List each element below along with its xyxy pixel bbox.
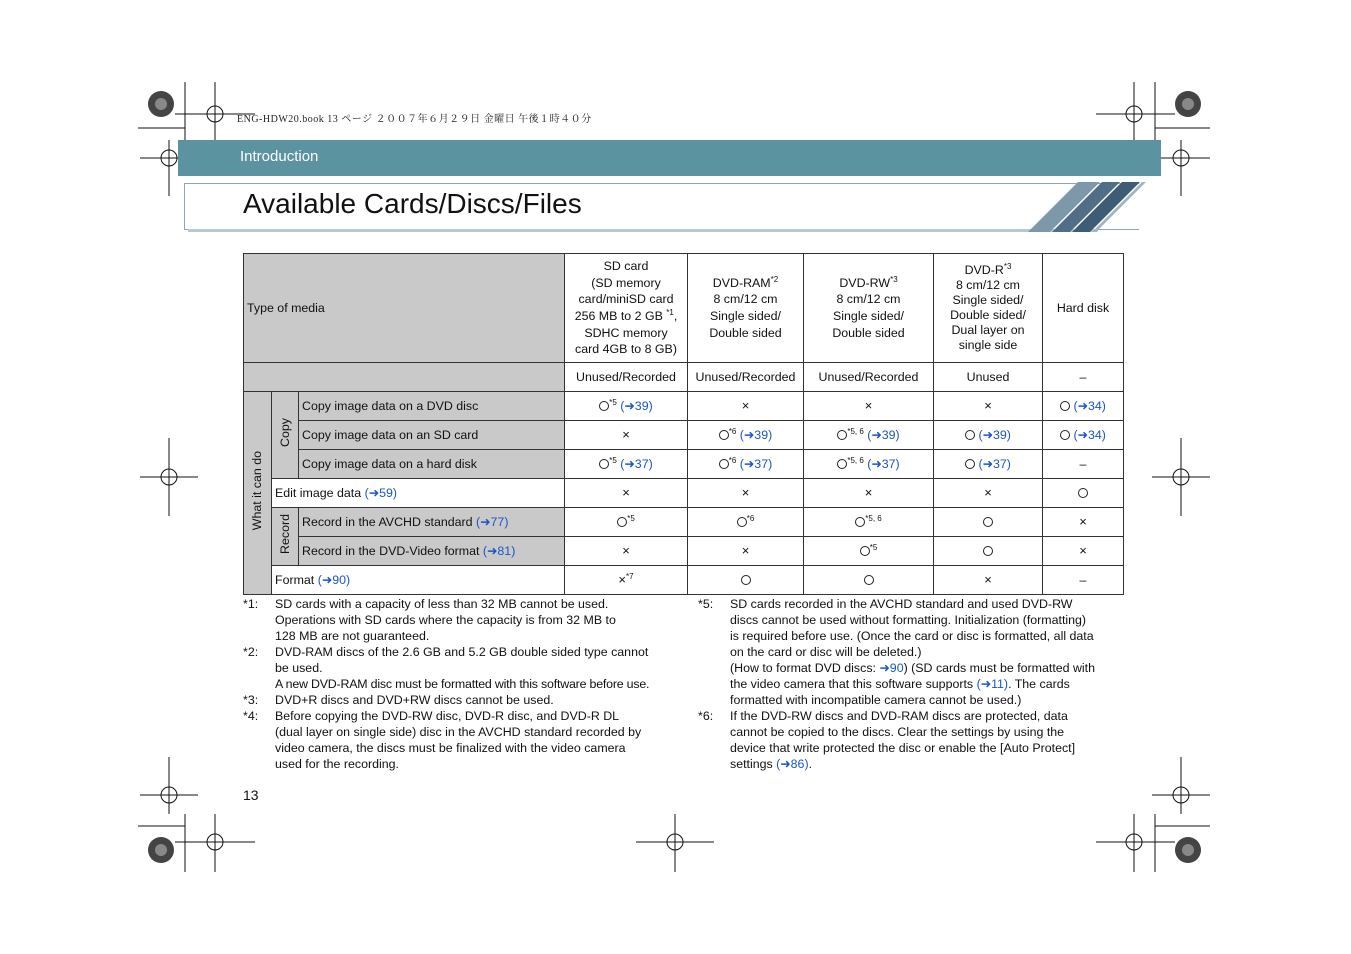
table-row: Copy image data on an SD card × $^{*6}$ (➜39) $^{*5, 6}$ (➜39) (➜39) (➜34) bbox=[244, 421, 1124, 450]
row-label: Copy image data on an SD card bbox=[299, 421, 565, 450]
table-row: Copy image data on a hard disk $^{*5}$ (➜37) $^{*6}$ (➜37) $^{*5, 6}$ (➜37) (➜37) – bbox=[244, 450, 1124, 479]
page-link[interactable]: (➜37) bbox=[739, 456, 773, 471]
no-mark: × bbox=[565, 479, 688, 508]
ok-mark bbox=[983, 546, 993, 556]
ok-mark bbox=[1060, 401, 1070, 411]
ok-mark bbox=[837, 459, 847, 469]
no-mark: × bbox=[934, 479, 1043, 508]
table-row: Record Record in the AVCHD standard (➜77) $^{*5}$ $^{*6}$ $^{*5, 6}$ × bbox=[244, 508, 1124, 537]
no-mark: × bbox=[934, 566, 1043, 595]
no-mark: × bbox=[804, 392, 934, 421]
ok-mark bbox=[965, 459, 975, 469]
ok-mark bbox=[599, 401, 609, 411]
type-of-media-header: Type of media bbox=[244, 254, 565, 363]
page-link[interactable]: (➜37) bbox=[620, 456, 653, 471]
no-mark: × bbox=[618, 572, 627, 588]
table-row: Record in the DVD-Video format (➜81) × × $^{*5}$ × bbox=[244, 537, 1124, 566]
what-it-can-do-group: What it can do bbox=[244, 392, 272, 595]
ok-mark bbox=[737, 517, 747, 527]
page-link[interactable]: (➜90) bbox=[317, 572, 351, 587]
state-cell: Unused bbox=[934, 363, 1043, 392]
row-label: Format (➜90) bbox=[272, 566, 565, 595]
page-link[interactable]: (➜11) bbox=[976, 677, 1009, 691]
no-mark: × bbox=[804, 479, 934, 508]
page-number: 13 bbox=[243, 787, 259, 803]
page-link[interactable]: (➜37) bbox=[867, 456, 900, 471]
page-link[interactable]: (➜34) bbox=[1073, 398, 1106, 413]
page-title: Available Cards/Discs/Files bbox=[243, 188, 582, 219]
row-label: Copy image data on a DVD disc bbox=[299, 392, 565, 421]
row-label: Edit image data (➜59) bbox=[272, 479, 565, 508]
media-table bbox=[243, 253, 1124, 595]
state-cell: Unused/Recorded bbox=[804, 363, 934, 392]
no-mark: × bbox=[1043, 537, 1124, 566]
sd-card-header: SD card (SD memory card/miniSD card 256 MB to 2 GB $^{*1}$, SDHC memory card 4GB to 8 GB) bbox=[565, 254, 688, 363]
table-row: Format (➜90) ×$^{*7}$ × – bbox=[244, 566, 1124, 595]
ok-mark bbox=[864, 575, 874, 585]
page-link[interactable]: (➜86) bbox=[776, 757, 809, 771]
row-label: Record in the DVD-Video format (➜81) bbox=[299, 537, 565, 566]
header-row bbox=[244, 254, 1124, 363]
dash-mark: – bbox=[1043, 566, 1124, 595]
ok-mark bbox=[719, 459, 729, 469]
title-box bbox=[184, 183, 1139, 230]
no-mark: × bbox=[688, 392, 804, 421]
section-bar bbox=[178, 140, 1161, 176]
no-mark: × bbox=[688, 537, 804, 566]
note-4: *4: Before copying the DVD-RW disc, DVD-R disc, and DVD-R DL (dual layer on single side) disc in the AVCHD standard recorded by video camera, the discs must be finalized with the video camera used for the recording. bbox=[243, 709, 642, 771]
page-link[interactable]: (➜81) bbox=[482, 543, 516, 558]
table-row bbox=[244, 479, 1124, 508]
no-mark: × bbox=[565, 421, 688, 450]
page-link[interactable]: (➜77) bbox=[476, 514, 509, 529]
dvd-rw-header: DVD-RW$^{*3}$ 8 cm/12 cm Single sided/ Double sided bbox=[804, 254, 934, 363]
page-link[interactable]: (➜39) bbox=[620, 398, 653, 413]
ok-mark bbox=[1060, 430, 1070, 440]
title-underline bbox=[188, 229, 1098, 232]
state-row bbox=[244, 363, 1124, 392]
note-2: *2: DVD-RAM discs of the 2.6 GB and 5.2 GB double sided type cannot be used. A new DVD-RAM disc must be formatted with this software before use. bbox=[243, 645, 650, 691]
note-6: *6: If the DVD-RW discs and DVD-RAM discs are protected, data cannot be copied to the discs. Clear the settings by using the device that write protected the disc or enable the [Auto Protect] settings (➜86). bbox=[698, 709, 1076, 771]
file-header: ENG-HDW20.book 13 ページ ２００７年６月２９日 金曜日 午後１時４０分 bbox=[237, 114, 592, 125]
ok-mark bbox=[855, 517, 865, 527]
state-cell: Unused/Recorded bbox=[688, 363, 804, 392]
table-row: What it can do Copy Copy image data on a DVD disc $^{*5}$ (➜39) × × × (➜34) bbox=[244, 392, 1124, 421]
no-mark: × bbox=[688, 479, 804, 508]
note-1: *1: SD cards with a capacity of less than 32 MB cannot be used. Operations with SD cards where the capacity is from 32 MB to 128 MB are not guaranteed. bbox=[243, 597, 616, 643]
notes-left bbox=[243, 596, 663, 772]
ok-mark bbox=[741, 575, 751, 585]
notes-right bbox=[698, 596, 1118, 772]
note-3: *3: DVD+R discs and DVD+RW discs cannot be used. bbox=[243, 693, 554, 707]
ok-mark bbox=[719, 430, 729, 440]
dash-mark: – bbox=[1043, 450, 1124, 479]
ok-mark bbox=[983, 517, 993, 527]
dvd-r-header: DVD-$R^{*3}$ 8 cm/12 cm Single sided/ Double sided/ Dual layer on single side bbox=[934, 254, 1043, 363]
record-group: Record bbox=[272, 508, 299, 566]
state-cell: – bbox=[1043, 363, 1124, 392]
state-cell: Unused/Recorded bbox=[565, 363, 688, 392]
page-link[interactable]: (➜39) bbox=[867, 427, 900, 442]
ok-mark bbox=[1078, 488, 1088, 498]
section-label: Introduction bbox=[240, 148, 319, 165]
no-mark: × bbox=[1043, 508, 1124, 537]
dvd-ram-header: DVD-RAM$^{*2}$ 8 cm/12 cm Single sided/ Double sided bbox=[688, 254, 804, 363]
page-link[interactable]: (➜39) bbox=[739, 427, 773, 442]
page-link[interactable]: (➜39) bbox=[978, 427, 1011, 442]
hard-disk-header: Hard disk bbox=[1043, 254, 1124, 363]
no-mark: × bbox=[934, 392, 1043, 421]
ok-mark bbox=[837, 430, 847, 440]
page-link[interactable]: (➜37) bbox=[978, 456, 1011, 471]
ok-mark bbox=[617, 517, 627, 527]
page-link[interactable]: (➜34) bbox=[1073, 427, 1106, 442]
ok-mark bbox=[599, 459, 609, 469]
copy-group: Copy bbox=[272, 392, 299, 479]
title-stripes-decoration bbox=[1018, 180, 1148, 234]
row-label: Record in the AVCHD standard (➜77) bbox=[299, 508, 565, 537]
no-mark: × bbox=[565, 537, 688, 566]
page-link[interactable]: ➜90 bbox=[879, 661, 904, 675]
ok-mark bbox=[860, 546, 870, 556]
note-5: *5: SD cards recorded in the AVCHD standard and used DVD-RW discs cannot be used without formatting. Initialization (formatting) is required before use. (Once the card or disc is formatted, all data on the card or disc will be deleted.) (How to format DVD discs: ➜90) (SD cards must be formatted with the video camera that this software supports (➜11). The cards formatted with incompatible camera cannot be used.) bbox=[698, 597, 1096, 707]
page-link[interactable]: (➜59) bbox=[364, 485, 397, 500]
row-label: Copy image data on a hard disk bbox=[299, 450, 565, 479]
ok-mark bbox=[965, 430, 975, 440]
